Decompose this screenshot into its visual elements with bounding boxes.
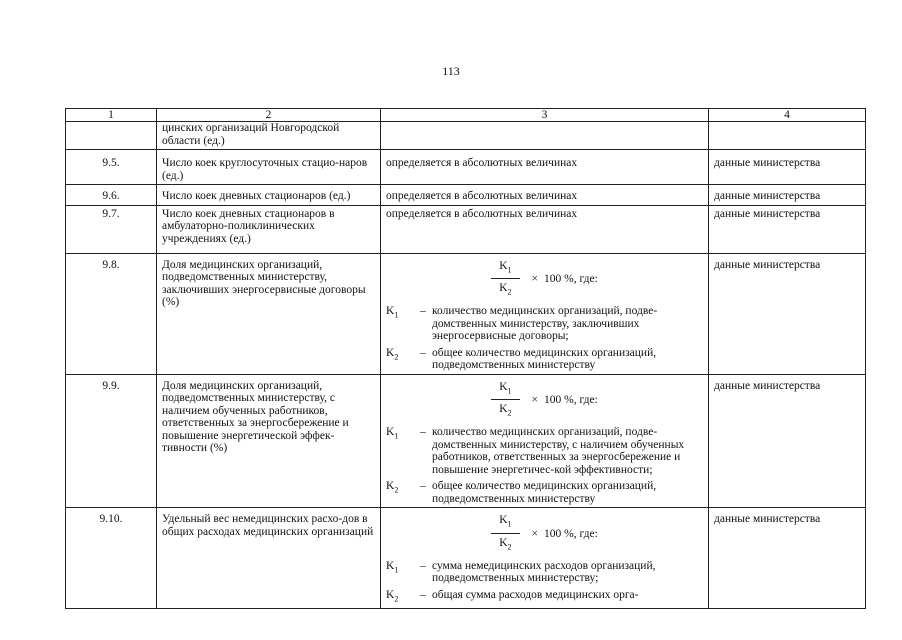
formula (386, 381, 703, 421)
table-row (66, 374, 866, 508)
data-source: данные министерства (709, 253, 866, 374)
variable-definition: $K_1$ – сумма немедицинских расходов организаций, подведомственных министерству; (386, 560, 703, 585)
calculation-method (381, 508, 709, 608)
data-source: данные министерства (709, 150, 866, 185)
column-header: 4 (709, 109, 866, 122)
numerator: K (499, 380, 508, 393)
table-row (66, 185, 866, 206)
definition-text: сумма немедицинских расходов организаций, подведомственных министерству; (432, 559, 656, 585)
indicator-name: Доля медицинских организаций, подведомственных министерству, с наличием обученных работников, ответственных за энергосбережение и повышение энергетической эффек-тивности (%) (157, 374, 381, 508)
fraction: $\frac{K_1}{K_2}$ (491, 381, 519, 421)
definition-text: количество медицинских организаций, подве-домственных министерству, с наличием обученных работников, ответственных за энергосбережение и повышение энергетичес-кой эффективности; (432, 426, 685, 476)
formula-tail: 100 %, где: (544, 527, 598, 540)
formula (386, 260, 703, 300)
column-header: 2 (157, 109, 381, 122)
indicator-name: Число коек дневных стационаров в амбулаторно-поликлинических учреждениях (ед.) (157, 205, 381, 253)
row-number: 9.10. (66, 508, 157, 608)
table-row (66, 150, 866, 185)
fraction: $\frac{K_1}{K_2}$ (491, 260, 519, 300)
column-header: 1 (66, 109, 157, 122)
table-row (66, 253, 866, 374)
indicator-name: Доля медицинских организаций, подведомственных министерству, заключивших энергосервисные договоры (%) (157, 253, 381, 374)
definition-text: количество медицинских организаций, подве-домственных министерству, заключивших энергосервисные договоры; (432, 305, 658, 343)
page-number: 113 (442, 64, 460, 78)
calculation-method: определяется в абсолютных величинах (381, 185, 709, 206)
indicator-name: Удельный вес немедицинских расхо-дов в общих расходах медицинских организаций (157, 508, 381, 608)
table-row (66, 122, 866, 150)
row-number: 9.8. (66, 253, 157, 374)
denominator: K (499, 403, 508, 416)
data-source: данные министерства (709, 205, 866, 253)
definition-text: общее количество медицинских организаций, подведомственных министерству (432, 480, 657, 505)
fraction: $\frac{K_1}{K_2}$ (491, 514, 519, 554)
calculation-method (381, 374, 709, 508)
variable-definition: $K_2$ – общее количество медицинских организаций, подведомственных министерству (386, 347, 703, 372)
definition-text: общее количество медицинских организаций, подведомственных министерству (432, 346, 657, 372)
formula (386, 514, 703, 554)
multiply-sign: × (531, 273, 539, 286)
variable-definition: $K_2$ – общая сумма расходов медицинских орга- (386, 589, 703, 606)
variable-definition: $K_1$ – количество медицинских организаций, подве-домственных министерству, заключивших энергосервисные договоры; (386, 305, 703, 343)
calculation-method: определяется в абсолютных величинах (381, 205, 709, 253)
formula-tail: 100 %, где: (544, 273, 598, 286)
denominator: K (499, 282, 508, 295)
calculation-method: определяется в абсолютных величинах (381, 150, 709, 185)
indicators-table (65, 108, 866, 609)
multiply-sign: × (531, 527, 539, 540)
calculation-method (381, 253, 709, 374)
row-number: 9.5. (66, 150, 157, 185)
calculation-method (381, 122, 709, 150)
indicator-name: Число коек круглосуточных стацио-наров (ед.) (157, 150, 381, 185)
table-row (66, 205, 866, 253)
data-source (709, 122, 866, 150)
column-header: 3 (381, 109, 709, 122)
formula-tail: 100 %, где: (544, 394, 598, 407)
table-header-row (66, 109, 866, 122)
denominator: K (499, 536, 508, 549)
table-row (66, 508, 866, 608)
row-number (66, 122, 157, 150)
variable-definition: $K_1$ – количество медицинских организаций, подве-домственных министерству, с наличием обученных работников, ответственных за энергосбережение и повышение энергетичес-кой эффективности; (386, 426, 703, 476)
data-source: данные министерства (709, 508, 866, 608)
indicator-name: цинских организаций Новгородской области (ед.) (157, 122, 381, 150)
row-number: 9.6. (66, 185, 157, 206)
data-source: данные министерства (709, 374, 866, 508)
numerator: K (499, 514, 508, 527)
data-source: данные министерства (709, 185, 866, 206)
row-number: 9.9. (66, 374, 157, 508)
multiply-sign: × (531, 394, 539, 407)
definition-text: общая сумма расходов медицинских орга- (432, 588, 639, 601)
variable-definition: $K_2$ – общее количество медицинских организаций, подведомственных министерству (386, 480, 703, 505)
indicator-name: Число коек дневных стационаров (ед.) (157, 185, 381, 206)
numerator: K (499, 259, 508, 272)
row-number: 9.7. (66, 205, 157, 253)
